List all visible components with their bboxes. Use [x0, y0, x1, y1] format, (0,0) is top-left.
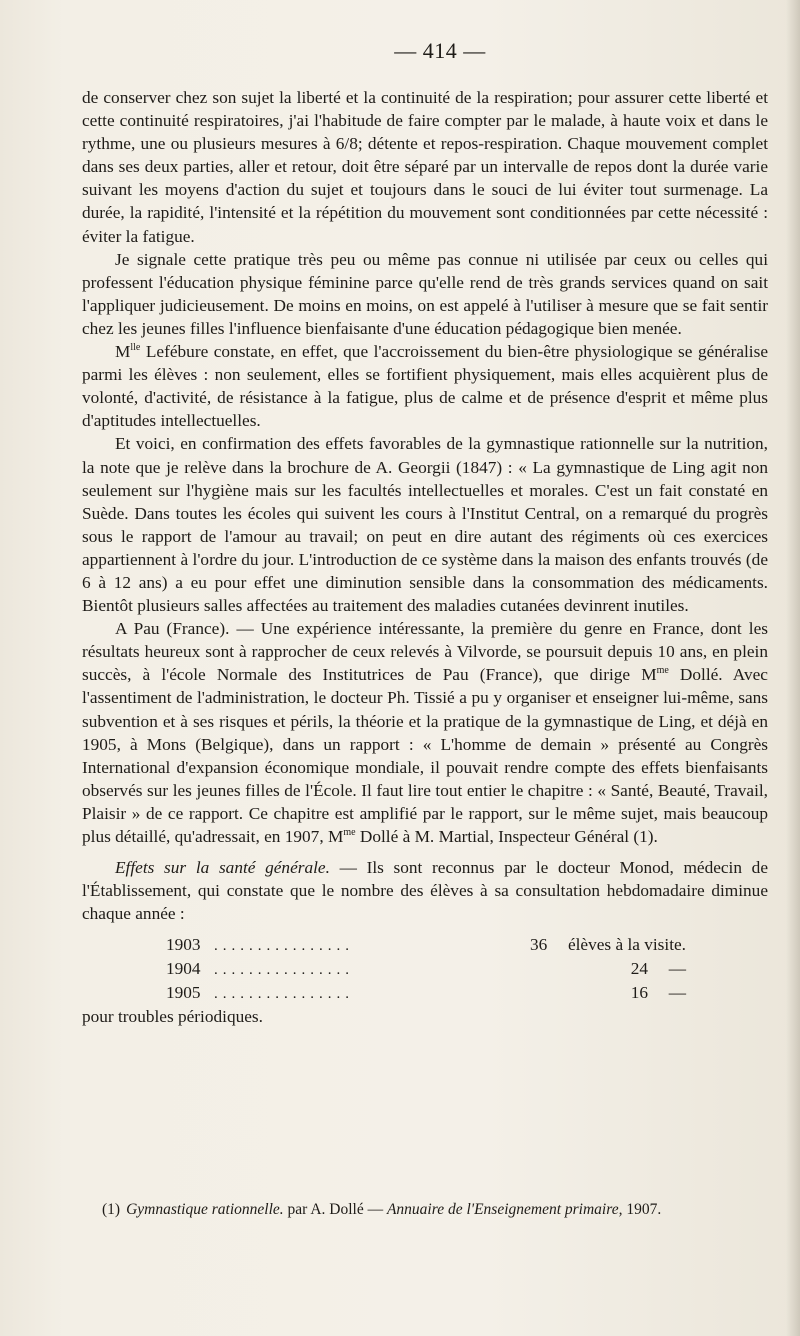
paragraph-1-text: de conserver chez son sujet la liberté et la continuité de la respiration; pour assurer cette liberté et cette continuité respiratoires, j'ai l'habitude de faire compter par le malade, à haute voix et dans le rythme, une ou plusieurs mesures à 6/8; détente et repos-respiration. Chaque mouvement complet dans ses deux parties, aller et retour, doit être séparé par un intervalle de repos dont la durée varie suivant les moyens d'action du sujet et toujours dans le souci de lui éviter tout surmenage. La durée, la rapidité, l'intensité et la répétition du mouvement sont conditionnées par cette nécessité : éviter la fatigue.: [82, 88, 768, 246]
stat-note: —: [668, 959, 686, 979]
stat-year: 1903: [166, 935, 201, 955]
paragraph-2-text: Je signale cette pratique très peu ou même pas connue ni utilisée par ceux ou celles qui professent l'éducation physique féminine parce qu'elle rend de très grands services quand on sait l'appliquer judicieusement. De moins en moins, on est appelé à l'utiliser à mesure que se fait sentir chez les jeunes filles l'influence bienfaisante d'une éducation pédagogique bien menée.: [82, 249, 768, 338]
honorific-sup: me: [656, 665, 669, 677]
paragraph-6-text: — Ils sont reconnus par le docteur Monod, médecin de l'Établissement, qui constate que le nombre des élèves à sa consultation hebdomadaire diminue chaque année :: [82, 858, 768, 924]
stat-row: [166, 981, 686, 1005]
footnote-year: 1907.: [622, 1201, 662, 1218]
honorific-sup: lle: [130, 342, 141, 354]
stat-count: 16: [630, 983, 648, 1003]
stat-note: élèves à la visite.: [567, 935, 686, 955]
leader-dots: ................: [214, 938, 354, 955]
stat-year: 1904: [166, 959, 201, 979]
section-heading-italic: Effets sur la santé générale.: [115, 858, 330, 878]
honorific: M: [115, 342, 131, 362]
footnote: [102, 1200, 782, 1220]
stat-note: —: [668, 983, 686, 1003]
paragraph-5-part-3: Dollé à M. Martial, Inspecteur Général (1).: [355, 827, 658, 846]
stat-count: 24: [630, 959, 648, 979]
paragraph-1: [82, 86, 768, 248]
footnote-source: Annuaire de l'Enseignement primaire,: [386, 1201, 623, 1218]
footnote-title: Gymnastique rationnelle.: [126, 1201, 284, 1218]
stat-year: 1905: [166, 983, 201, 1003]
paragraph-3: [82, 340, 768, 432]
paragraph-4-text: Et voici, en confirmation des effets favorables de la gymnastique rationnelle sur la nutrition, la note que je relève dans la brochure de A. Georgii (1847) : « La gymnastique de Ling agit non seulement sur l'hygiène mais sur les facultés intellectuelles et morales. C'est un fait constaté en Suède. Dans toutes les écoles qui suivent les cours à l'Institut Central, on a remarqué du progrès sous le rapport de l'amour au travail; on peut en dire autant des régiments où ces exercices appartiennent à l'ordre du jour. L'introduction de ce système dans la maison des enfants trouvés (de 6 à 12 ans) a eu pour effet une diminution sensible dans la consommation des médicaments. Bientôt plusieurs salles affectées au traitement des maladies cutanées devinrent inutiles.: [82, 434, 768, 616]
page-edge-shadow: [786, 0, 800, 1336]
paragraph-6: [82, 856, 768, 925]
visit-statistics: [166, 933, 686, 1005]
leader-dots: ................: [214, 986, 354, 1003]
paragraph-2: [82, 248, 768, 340]
leader-dots: ................: [214, 962, 354, 979]
stat-count: 36: [529, 935, 548, 955]
paragraph-5: [82, 617, 768, 848]
stat-row: [166, 957, 686, 981]
footnote-number: (1): [102, 1201, 121, 1218]
page-number: — 414 —: [394, 38, 486, 63]
paragraph-3-text: Lefébure constate, en effet, que l'accroissement du bien-être physiologique se généralise parmi les élèves : non seulement, elles se fortifient physiquement, mais elles acquièrent plus de volonté, d'activité, de résistance à la fatigue, plus de calme et de présence d'esprit et même plus d'aptitudes intellectuelles.: [82, 342, 768, 431]
footnote-author: par A. Dollé —: [283, 1201, 387, 1218]
after-stats-line: pour troubles périodiques.: [82, 1007, 263, 1027]
paragraph-5-part-2: Dollé. Avec l'assentiment de l'administration, le docteur Ph. Tissié a pu y organiser et enseigner lui-même, sans subvention et à ses risques et périls, la théorie et la pratique de la gymnastique de Ling, et déjà en 1905, à Mons (Belgique), dans un rapport : « L'homme de demain » présenté au Congrès International d'expansion économique mondiale, il pouvait rendre compte des effets bienfaisants observés sur les jeunes filles de l'École. Il faut lire tout entier le chapitre : « Santé, Beauté, Travail, Plaisir » de ce rapport. Ce chapitre est amplifié par le rapport, sur le même sujet, mais beaucoup plus détaillé, qu'adressait, en 1907, M: [82, 665, 768, 846]
honorific-sup: me: [343, 827, 356, 839]
paragraph-5-part-1: A Pau (France). — Une expérience intéressante, la première du genre en France, dont les résultats heureux sont à rapprocher de ceux relevés à Vilvorde, se poursuit depuis 10 ans, en plein succès, à l'école Normale des Institutrices de Pau (France), que dirige M: [82, 619, 768, 685]
stat-row: [166, 933, 686, 957]
body-text: [82, 86, 768, 1028]
paragraph-4: [82, 432, 768, 617]
